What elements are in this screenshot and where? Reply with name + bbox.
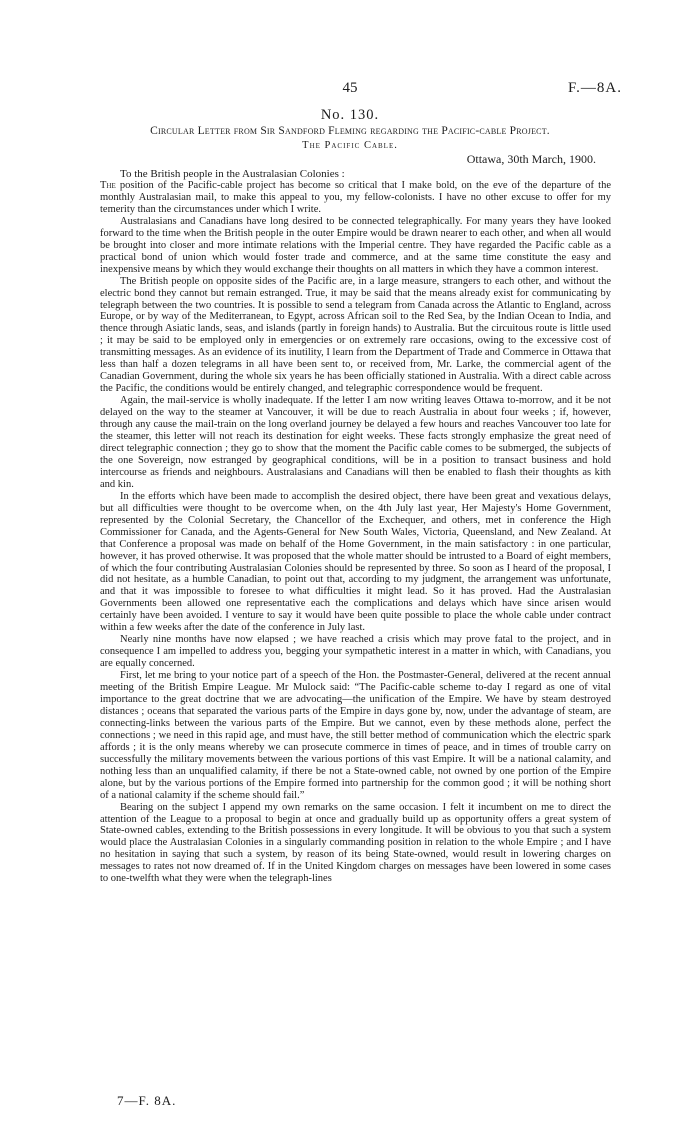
dateline: Ottawa, 30th March, 1900. bbox=[466, 152, 596, 166]
paragraph: Australasians and Canadians have long desired to be connected telegraphically. For many years they have looked forward to the time when the British people in the outer Empire would be drawn nearer to each other, and when all would be brought into closer and more intimate relations with the Imperial centre. They have regarded the Pacific cable as a practical bond of union which would foster trade and commerce, and at the same time constitute the easy and inexpensive means by which they would exchange their thoughts on all matters in which they have a common interest. bbox=[100, 215, 611, 275]
paragraph: Again, the mail-service is wholly inadequate. If the letter I am now writing leaves Ottawa to-morrow, and it be not delayed on the way to the steamer at Vancouver, it will be due to reach Australia in about four weeks ; if, however, through any cause the mail-train on the long overland journey be delayed a few hours and reaches Vancouver too late for the steamer, this letter will not reach its destination for eight weeks. These facts strongly emphasize the great need of direct telegraphic connection ; they go to show that the moment the Pacific cable comes to be submerged, the subjects of the one Sovereign, now estranged by geographical conditions, will be in a position to transact business and hold intercourse as friends and neighbours. Australasians and Canadians will then be enabled to flash their thoughts as kith and kin. bbox=[100, 395, 611, 490]
document-number: No. 130. bbox=[320, 107, 380, 123]
paragraph bbox=[100, 180, 611, 216]
opening-word: The bbox=[100, 180, 116, 191]
paper-reference: F.—8A. bbox=[568, 80, 622, 96]
paragraph: In the efforts which have been made to accomplish the desired object, there have been great and vexatious delays, but all difficulties were thought to be overcome when, on the 4th July last year, Her Majesty's Home Government, represented by the Colonial Secretary, the Chancellor of the Exchequer, and others, met in conference the High Commissioner for Canada, and the Agents-General for New South Wales, Victoria, Queensland, and New Zealand. At that Conference a proposal was made on behalf of the Home Government, in the main satisfactory : in one particular, however, it has proved otherwise. It was proposed that the whole matter should be intrusted to a Board of eight members, of which the four contributing Australasian Colonies should be represented by three. So soon as I heard of the proposal, I did not hesitate, as a humble Canadian, to point out that, according to my judgment, the arrangement was unfortunate, and that it was impossible to foresee to what difficulties it might lead. So it has proved. Had the Australasian Governments been allowed one representative each the complications and delays which have since arisen would certainly have been avoided. I venture to say it would have been quite possible to place the whole cable under contract within a few weeks after the date of the conference in July last. bbox=[100, 490, 611, 634]
signature-mark: 7—F. 8A. bbox=[117, 1093, 177, 1108]
paragraph: Nearly nine months have now elapsed ; we have reached a crisis which may prove fatal to the project, and in consequence I am impelled to address you, begging your sympathetic interest in a matter in which, with Canadians, you are equally concerned. bbox=[100, 634, 611, 670]
paragraph: Bearing on the subject I append my own remarks on the same occasion. I felt it incumbent on me to direct the attention of the League to a proposal to begin at once and gradually build up as opportunity offers a great system of State-owned cables, extending to the British possessions in every longitude. It will be obvious to you that such a system would place the Australasian Colonies in a singularly commanding position in relation to the whole Empire ; and I have no hesitation in saying that such a system, by reason of its being State-owned, would result in lowering charges on messages to rates not now dreamed of. If in the United Kingdom charges on messages have been lowered in some cases to one-twelfth what they were when the telegraph-lines bbox=[100, 801, 611, 885]
paragraph-text: position of the Pacific-cable project has become so critical that I make bold, on the eve of the departure of the monthly Australasian mail, to make this appeal to you, my fellow-colonists. I have no other excuse to offer for my temerity than the circumstances under which I write. bbox=[100, 180, 611, 215]
document-caption: Circular Letter from Sir Sandford Fleming regarding the Pacific-cable Project. bbox=[150, 125, 550, 137]
page-number: 45 bbox=[342, 80, 358, 96]
letter-body bbox=[100, 180, 611, 885]
paragraph: First, let me bring to your notice part of a speech of the Hon. the Postmaster-General, delivered at the recent annual meeting of the British Empire League. Mr Mulock said: “The Pacific-cable scheme to-day I regard as one of vital importance to the great doctrine that we are advocating—the unification of the Empire. We have by steam destroyed distances ; oceans that separated the various parts of the Empire in days gone by, now, under the advantage of steam, are connecting-links between the various parts of the Empire. But we cannot, even by these methods alone, perfect the connections ; we need in this rapid age, and must have, the still better method of communication which the electric spark affords ; it is the only means whereby we can prosecute commerce in times of peace, and in times of trouble carry on successfully the military movements between the various portions of this vast Empire. It will be a national calamity, and nothing less than an unqualified calamity, if there be not a State-owned cable, not owned by one portion of the Empire alone, but by the various portions of the Empire formed into partnership for the common good ; it will be nothing short of a national calamity if the scheme should fail.” bbox=[100, 670, 611, 801]
salutation: To the British people in the Australasian Colonies : bbox=[120, 168, 345, 180]
document-subcaption: The Pacific Cable. bbox=[302, 140, 398, 151]
paragraph: The British people on opposite sides of the Pacific are, in a large measure, strangers to each other, and without the electric bond they cannot but remain estranged. True, it may be said that the means already exist for communicating by telegraph between the two countries. It is possible to send a telegram from Canada across the Atlantic to England, across Europe, or by way of the Mediterranean, to Egypt, across African soil to the Red Sea, by the Indian Ocean to India, and thence through Asiatic lands, seas, and islands (partly in foreign hands) to Australia. But the circuitous route is little used ; it may be said to be employed only in emergencies or on extremely rare occasions, owing to the excessive cost of transmitting messages. As an evidence of its inutility, I learn from the Department of Trade and Commerce in Ottawa that less than half a dozen telegrams in all have been sent to, or received from, Mr. Larke, the commercial agent of the Canadian Government, during the whole six years he has been officially stationed in Australia. With a direct cable across the Pacific, the conditions would be entirely changed, and telegraphic correspondence would be frequent. bbox=[100, 275, 611, 395]
